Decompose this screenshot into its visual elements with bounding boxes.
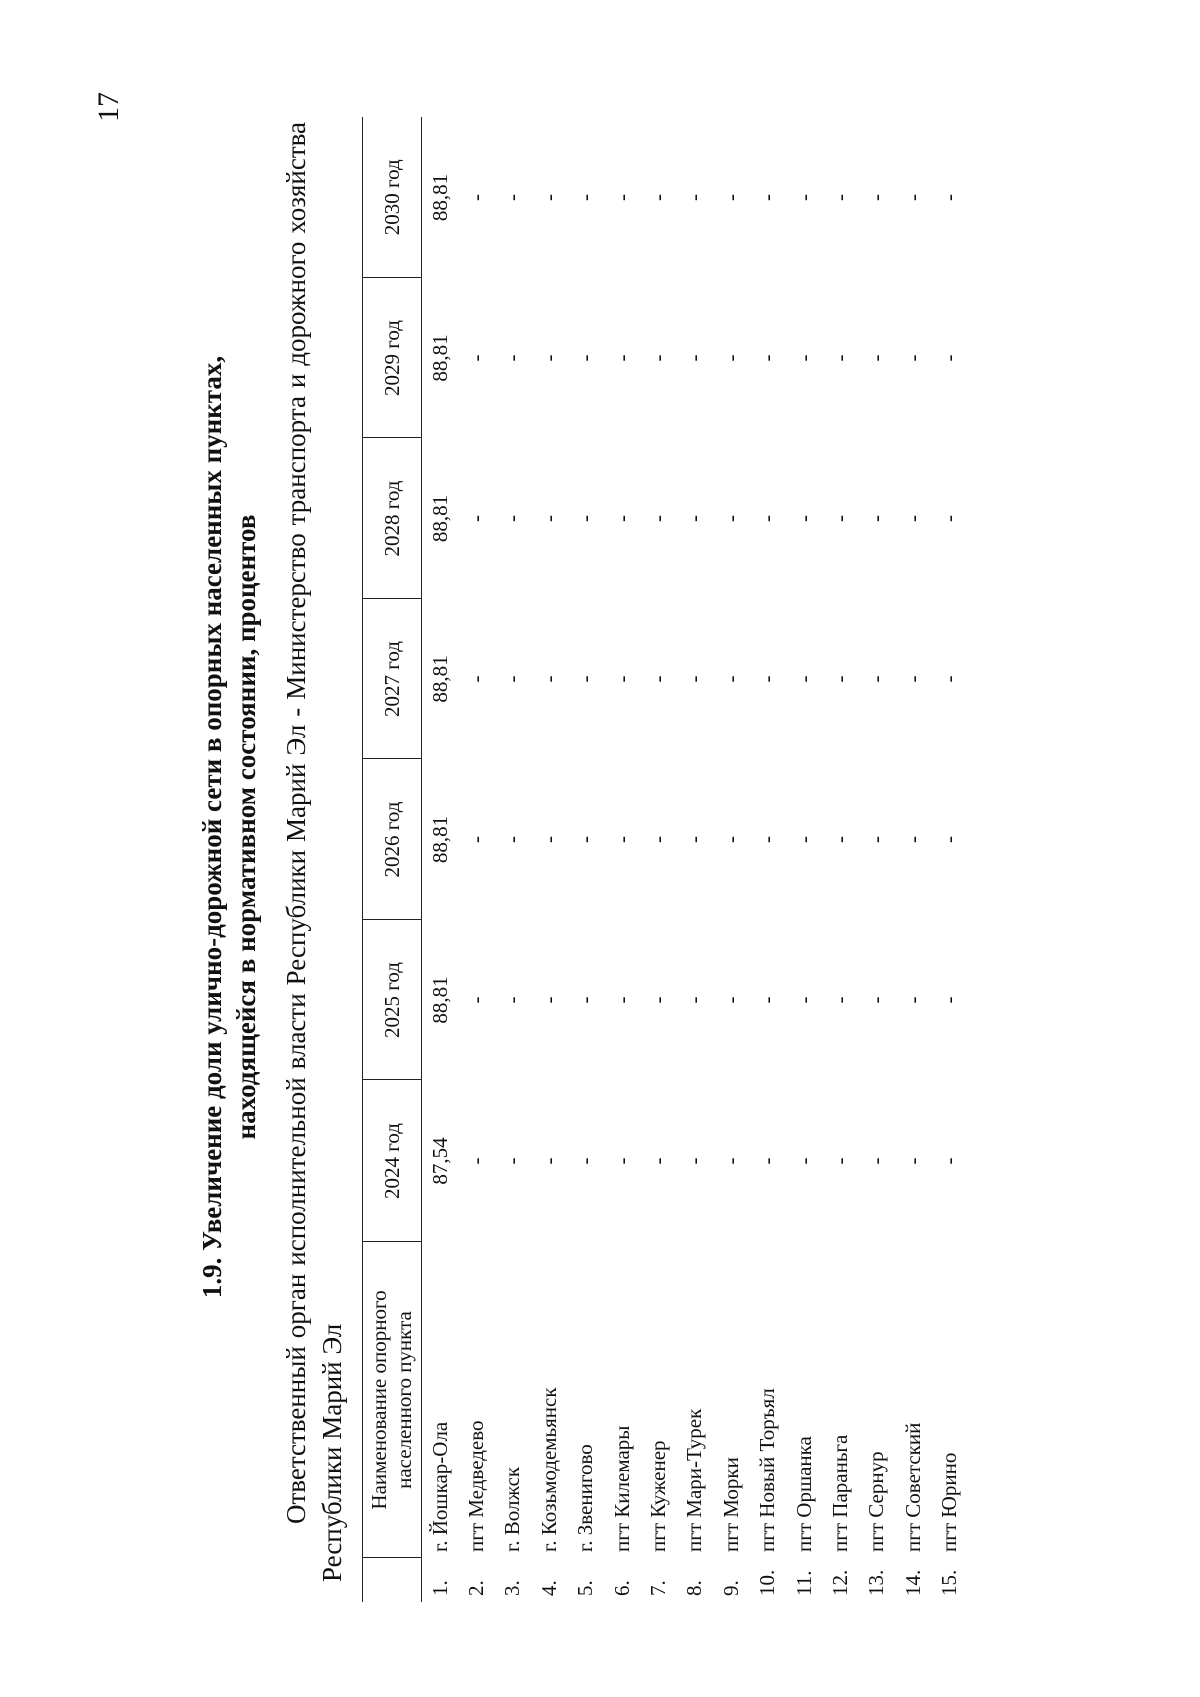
- indicator-value: -: [937, 194, 962, 201]
- indicator-value: -: [609, 515, 634, 522]
- indicator-value: -: [573, 515, 598, 522]
- row-number: 3.: [500, 1580, 525, 1596]
- indicator-value: -: [937, 515, 962, 522]
- indicator-value: -: [791, 354, 816, 362]
- page-number: 17: [92, 92, 125, 122]
- row-number: 15.: [937, 1569, 962, 1596]
- indicator-value: -: [937, 354, 962, 362]
- indicator-value: 88,81: [427, 173, 452, 222]
- indicator-value: -: [500, 194, 525, 201]
- indicator-value: -: [682, 194, 707, 201]
- settlement-name: г. Козьмодемьянск: [536, 1387, 561, 1552]
- row-number: 1.: [427, 1580, 452, 1596]
- table-row: [859, 117, 895, 1602]
- header-number: [363, 1558, 422, 1602]
- indicator-value: -: [646, 1157, 671, 1165]
- indicator-value: -: [864, 515, 889, 522]
- indicator-value: -: [609, 836, 634, 843]
- table-row: [822, 117, 858, 1602]
- indicator-value: -: [464, 1157, 489, 1165]
- indicator-value: -: [755, 996, 780, 1004]
- indicator-value: -: [718, 996, 743, 1004]
- indicator-value: -: [573, 836, 598, 843]
- indicator-value: -: [827, 836, 852, 843]
- table-row: [495, 117, 531, 1602]
- row-number: 4.: [536, 1580, 561, 1596]
- indicator-value: -: [646, 836, 671, 843]
- indicator-value: -: [864, 194, 889, 201]
- indicator-value: -: [900, 996, 925, 1004]
- table-row: [422, 117, 459, 1602]
- indicator-value: -: [755, 515, 780, 522]
- settlement-name: г. Йошкар-Ола: [427, 1421, 452, 1552]
- indicator-value: -: [536, 675, 561, 683]
- indicator-value: -: [755, 675, 780, 683]
- indicator-value: -: [682, 515, 707, 522]
- indicator-value: -: [864, 996, 889, 1004]
- indicator-value: -: [827, 515, 852, 522]
- row-number: 14.: [900, 1569, 925, 1596]
- indicator-value: -: [609, 996, 634, 1004]
- settlement-name: пгт Куженер: [646, 1440, 671, 1552]
- indicator-value: -: [864, 354, 889, 362]
- indicator-value: -: [718, 194, 743, 201]
- table-row: [786, 117, 822, 1602]
- indicator-value: 88,81: [427, 815, 452, 864]
- indicator-value: -: [791, 675, 816, 683]
- indicator-value: -: [937, 836, 962, 843]
- table-row: [640, 117, 676, 1602]
- row-number: 13.: [864, 1569, 889, 1596]
- indicator-value: -: [536, 996, 561, 1004]
- indicator-value: -: [573, 354, 598, 362]
- indicator-value: -: [791, 836, 816, 843]
- indicator-value: -: [646, 194, 671, 201]
- indicator-value: 88,81: [427, 334, 452, 382]
- indicator-value: -: [827, 194, 852, 201]
- header-settlement-name: Наименование опорного населенного пункта: [363, 1242, 422, 1558]
- indicator-value: -: [573, 675, 598, 683]
- table-row: [931, 117, 967, 1602]
- indicator-value: -: [500, 996, 525, 1004]
- indicator-value: 87,54: [427, 1137, 452, 1185]
- indicator-value: 88,81: [427, 494, 452, 543]
- table-row: [458, 117, 494, 1602]
- indicator-value: -: [464, 996, 489, 1004]
- table-row: [895, 117, 931, 1602]
- indicator-value: -: [682, 675, 707, 683]
- indicator-value: -: [937, 996, 962, 1004]
- header-year-2028: 2028 год: [363, 438, 422, 599]
- indicator-value: 88,81: [427, 655, 452, 703]
- indicator-value: -: [864, 1157, 889, 1165]
- settlement-name: пгт Оршанка: [791, 1436, 816, 1552]
- table-row: [750, 117, 786, 1602]
- table-row: [604, 117, 640, 1602]
- indicator-value: -: [791, 194, 816, 201]
- indicator-value: -: [536, 194, 561, 201]
- indicator-value: -: [718, 836, 743, 843]
- indicator-value: -: [536, 1157, 561, 1165]
- indicator-value: -: [682, 836, 707, 843]
- indicator-value: -: [682, 1157, 707, 1165]
- settlement-name: пгт Медведево: [464, 1420, 489, 1552]
- row-number: 10.: [755, 1569, 780, 1596]
- indicator-value: -: [864, 836, 889, 843]
- indicator-value: -: [464, 675, 489, 683]
- indicator-value: -: [500, 515, 525, 522]
- indicator-value: -: [900, 836, 925, 843]
- header-year-2029: 2029 год: [363, 278, 422, 438]
- indicator-value: -: [937, 1157, 962, 1165]
- indicator-value: -: [609, 194, 634, 201]
- indicator-value: -: [536, 354, 561, 362]
- indicator-value: -: [609, 675, 634, 683]
- indicator-value: -: [718, 675, 743, 683]
- header-year-2026: 2026 год: [363, 759, 422, 920]
- header-year-2030: 2030 год: [363, 117, 422, 278]
- indicator-value: -: [900, 354, 925, 362]
- section-title: [195, 117, 263, 1537]
- indicator-value: -: [791, 1157, 816, 1165]
- indicator-value: -: [791, 996, 816, 1004]
- settlement-name: пгт Параньга: [827, 1434, 852, 1552]
- table-header-row: [363, 117, 422, 1602]
- indicator-value: -: [900, 675, 925, 683]
- section-title-line-2: находящейся в нормативном состоянии, процентов: [231, 514, 261, 1140]
- section-title-line-1: 1.9. Увеличение доли улично-дорожной сети в опорных населенных пунктах,: [197, 355, 227, 1299]
- settlement-name: г. Волжск: [500, 1466, 525, 1552]
- settlement-name: пгт Советский: [900, 1422, 925, 1552]
- table-row: [713, 117, 749, 1602]
- indicator-value: -: [536, 836, 561, 843]
- indicator-value: -: [718, 515, 743, 522]
- indicator-value: -: [500, 354, 525, 362]
- indicator-value: -: [682, 354, 707, 362]
- indicator-value: -: [900, 1157, 925, 1165]
- row-number: 12.: [827, 1569, 852, 1596]
- settlement-name: пгт Юрино: [937, 1452, 962, 1552]
- row-number: 8.: [682, 1580, 707, 1596]
- indicator-table: [362, 117, 968, 1602]
- row-number: 5.: [573, 1580, 598, 1596]
- indicator-value: -: [646, 354, 671, 362]
- header-year-2024: 2024 год: [363, 1080, 422, 1242]
- indicator-value: -: [464, 836, 489, 843]
- row-number: 7.: [646, 1580, 671, 1596]
- indicator-value: -: [464, 194, 489, 201]
- settlement-name: пгт Килемары: [609, 1425, 634, 1552]
- settlement-name: пгт Мари-Турек: [682, 1408, 707, 1552]
- indicator-value: -: [718, 1157, 743, 1165]
- row-number: 11.: [791, 1570, 816, 1596]
- indicator-value: -: [536, 515, 561, 522]
- settlement-name: пгт Морки: [718, 1457, 743, 1552]
- indicator-value: -: [718, 354, 743, 362]
- settlement-name: пгт Сернур: [864, 1451, 889, 1552]
- indicator-value: -: [755, 354, 780, 362]
- settlement-name: г. Звенигово: [573, 1444, 598, 1552]
- row-number: 6.: [609, 1580, 634, 1596]
- indicator-value: -: [827, 675, 852, 683]
- header-year-2025: 2025 год: [363, 920, 422, 1080]
- indicator-value: -: [646, 515, 671, 522]
- indicator-value: 88,81: [427, 976, 452, 1024]
- indicator-value: -: [755, 1157, 780, 1165]
- indicator-value: -: [573, 1157, 598, 1165]
- settlement-name: пгт Новый Торъял: [755, 1388, 780, 1552]
- indicator-value: -: [609, 1157, 634, 1165]
- table-row: [568, 117, 604, 1602]
- indicator-value: -: [937, 675, 962, 683]
- responsible-authority-text: Ответственный орган исполнительной власти Республики Марий Эл - Министерство транспорта и дорожного хозяйства Республики Марий Эл: [281, 122, 347, 1582]
- indicator-value: -: [682, 996, 707, 1004]
- header-year-2027: 2027 год: [363, 599, 422, 759]
- indicator-value: -: [646, 675, 671, 683]
- indicator-value: -: [464, 515, 489, 522]
- indicator-value: -: [827, 1157, 852, 1165]
- indicator-value: -: [500, 1157, 525, 1165]
- indicator-value: -: [609, 354, 634, 362]
- indicator-value: -: [573, 996, 598, 1004]
- table-body: [422, 117, 968, 1602]
- indicator-value: -: [864, 675, 889, 683]
- indicator-value: -: [900, 515, 925, 522]
- indicator-value: -: [900, 194, 925, 201]
- row-number: 2.: [464, 1580, 489, 1596]
- indicator-value: -: [791, 515, 816, 522]
- indicator-value: -: [827, 354, 852, 362]
- indicator-value: -: [500, 675, 525, 683]
- row-number: 9.: [718, 1580, 743, 1596]
- indicator-value: -: [500, 836, 525, 843]
- indicator-value: -: [464, 354, 489, 362]
- indicator-value: -: [646, 996, 671, 1004]
- table-row: [677, 117, 713, 1602]
- indicator-value: -: [573, 194, 598, 201]
- indicator-value: -: [755, 194, 780, 201]
- indicator-value: -: [827, 996, 852, 1004]
- indicator-value: -: [755, 836, 780, 843]
- table-row: [531, 117, 567, 1602]
